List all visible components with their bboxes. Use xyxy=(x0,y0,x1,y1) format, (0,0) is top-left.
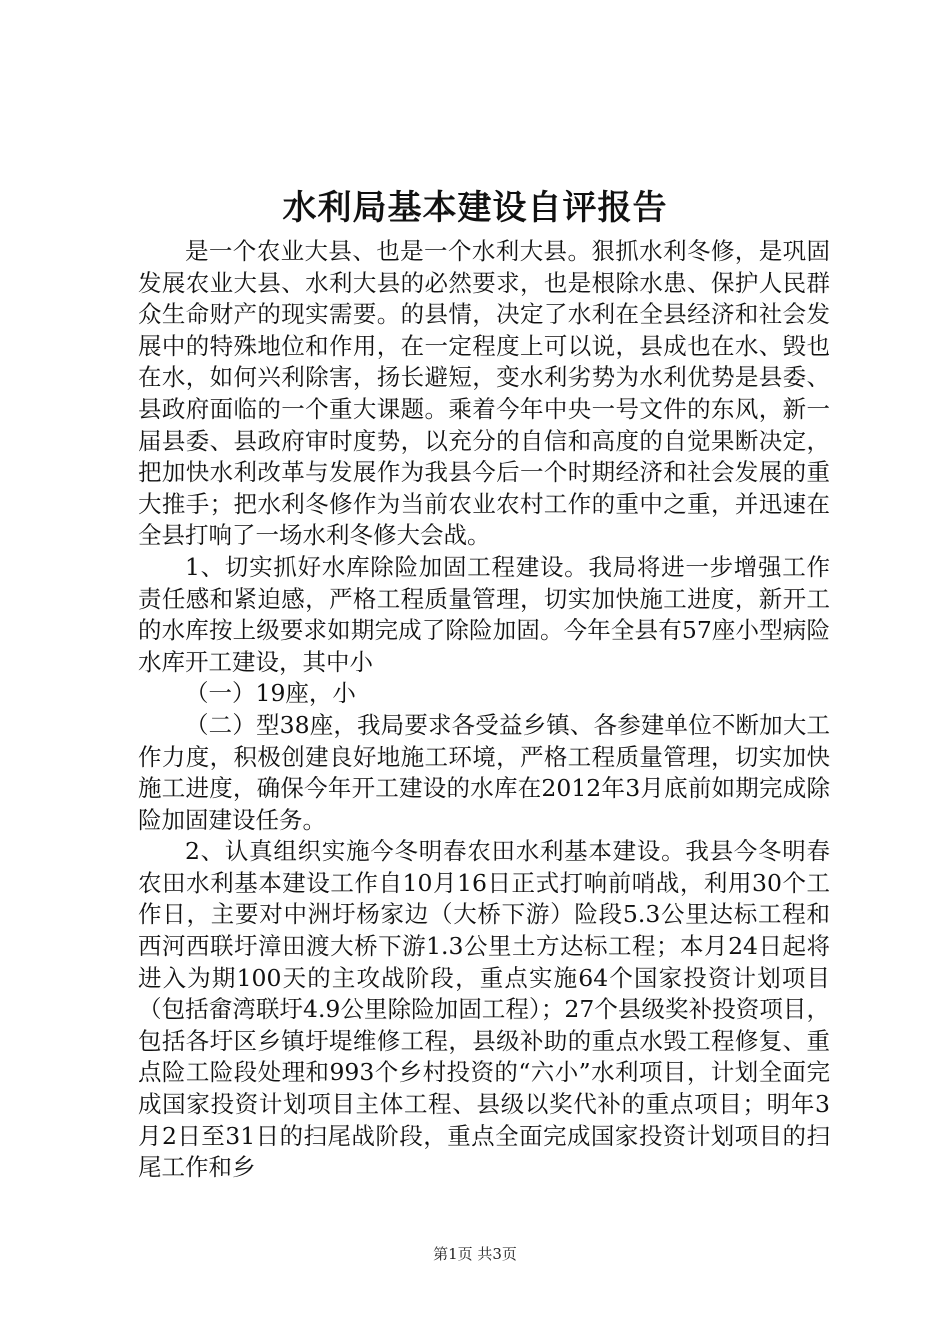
paragraph-intro: 是一个农业大县、也是一个水利大县。狠抓水利冬修，是巩固发展农业大县、水利大县的必然要求，也是根除水患、保护人民群众生命财产的现实需要。的县情，决定了水利在全县经济和社会发展中的特殊地位和作用，在一定程度上可以说，县成也在水、毁也在水，如何兴利除害，扬长避短，变水利劣势为水利优势是县委、县政府面临的一个重大课题。乘着今年中央一号文件的东风，新一届县委、县政府审时度势，以充分的自信和高度的自觉果断决定，把加快水利改革与发展作为我县今后一个时期经济和社会发展的重大推手；把水利冬修作为当前农业农村工作的重中之重，并迅速在全县打响了一场水利冬修大会战。 xyxy=(138,237,830,550)
page-footer: 第1页 共3页 xyxy=(433,1245,517,1263)
paragraph-farmland: 2、认真组织实施今冬明春农田水利基本建设。我县今冬明春农田水利基本建设工作自10月16日正式打响前哨战，利用30个工作日，主要对中洲圩杨家边（大桥下游）险段5.3公里达标工程和西河西联圩漳田渡大桥下游1.3公里土方达标工程；本月24日起将进入为期100天的主攻战阶段，重点实施64个国家投资计划项目（包括畲湾联圩4.9公里除险加固工程）；27个县级奖补投资项目，包括各圩区乡镇圩堤维修工程，县级补助的重点水毁工程修复、重点险工险段处理和993个乡村投资的“六小”水利项目，计划全面完成国家投资计划项目主体工程、县级以奖代补的重点项目；明年3月2日至31日的扫尾战阶段，重点全面完成国家投资计划项目的扫尾工作和乡 xyxy=(138,837,830,1182)
paragraph-item-2: （二）型38座，我局要求各受益乡镇、各参建单位不断加大工作力度，积极创建良好地施工环境，严格工程质量管理，切实加快施工进度，确保今年开工建设的水库在2012年3月底前如期完成除险加固建设任务。 xyxy=(138,710,830,834)
document-title: 水利局基本建设自评报告 xyxy=(282,188,668,228)
document-body xyxy=(138,236,830,1184)
paragraph-reservoir: 1、切实抓好水库除险加固工程建设。我局将进一步增强工作责任感和紧迫感，严格工程质量管理，切实加快施工进度，新开工的水库按上级要求如期完成了除险加固。今年全县有57座小型病险水库开工建设，其中小 xyxy=(138,552,830,676)
paragraph-item-1: （一）19座，小 xyxy=(185,679,356,708)
